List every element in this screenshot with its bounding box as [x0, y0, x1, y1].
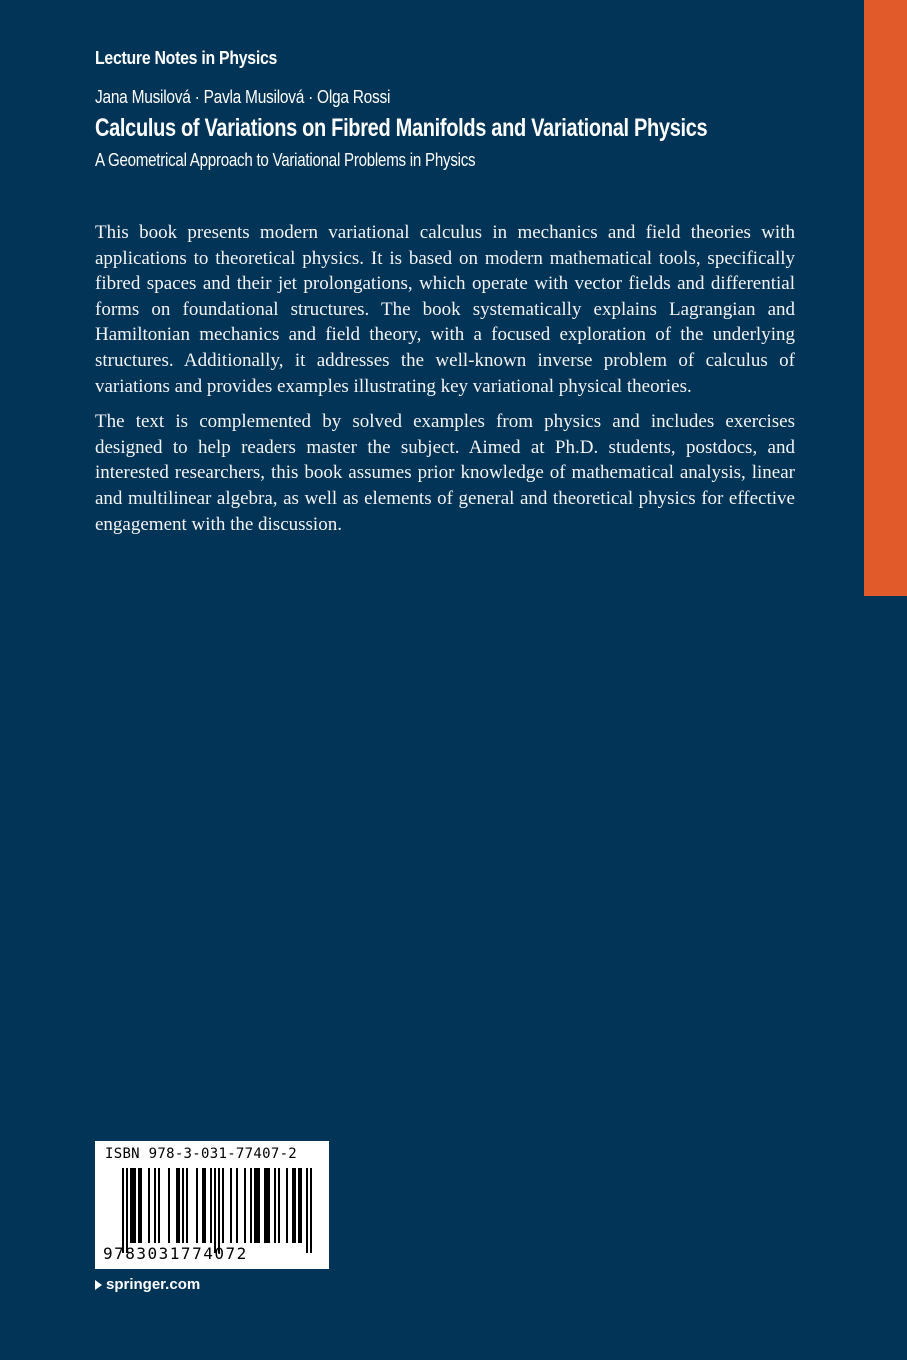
barcode-bar	[244, 1168, 246, 1243]
barcode-bar	[256, 1168, 258, 1243]
book-title: Calculus of Variations on Fibred Manifolds and Variational Physics	[95, 114, 708, 142]
barcode-bar	[130, 1168, 132, 1243]
barcode-bar	[300, 1168, 302, 1243]
barcode-bar	[236, 1168, 238, 1243]
barcode-bar	[230, 1168, 232, 1243]
accent-bar	[864, 0, 907, 596]
barcode-bar	[298, 1168, 300, 1243]
barcode-bar	[278, 1168, 280, 1243]
series-name: Lecture Notes in Physics	[95, 48, 278, 68]
barcode-bar	[126, 1168, 128, 1253]
barcode-bar	[222, 1168, 224, 1243]
barcode-bar	[176, 1168, 178, 1243]
barcode-bar	[268, 1168, 270, 1243]
blurb-paragraph: This book presents modern variational calculus in mechanics and field theories with applications to theoretical physics. It is based on modern mathematical tools, specifically fibred spaces and their jet prolongations, which operate with vector fields and differential forms on foundational structures. The book systematically explains Lagrangian and Hamiltonian mechanics and field theory, with a focused exploration of the underlying structures. Additionally, it addresses the well-known inverse problem of calculus of variations and provides examples illustrating key variational physical theories.	[95, 222, 795, 397]
barcode-bar	[306, 1168, 308, 1253]
barcode-bar	[286, 1168, 288, 1243]
barcode-bar	[266, 1168, 268, 1243]
barcode-bar	[154, 1168, 156, 1243]
barcode-bar	[134, 1168, 136, 1243]
barcode-bar	[186, 1168, 188, 1243]
ean-digits: 9783031774072	[103, 1244, 248, 1263]
barcode-bar	[196, 1168, 198, 1243]
barcode-bar	[204, 1168, 206, 1243]
barcode-bar	[182, 1168, 184, 1243]
barcode-bar	[138, 1168, 140, 1243]
barcode-bar	[168, 1168, 170, 1243]
barcode-bar	[310, 1168, 312, 1253]
barcode-bar	[202, 1168, 204, 1243]
barcode-bar	[122, 1168, 124, 1253]
blurb	[95, 220, 795, 547]
arrow-right-icon	[95, 1280, 102, 1290]
barcode-bar	[214, 1168, 216, 1253]
barcode-bar	[264, 1168, 266, 1243]
barcode-bar	[274, 1168, 276, 1243]
barcode	[95, 1141, 329, 1269]
barcode-bar	[178, 1168, 180, 1243]
barcode-bar	[218, 1168, 220, 1253]
book-subtitle: A Geometrical Approach to Variational Problems in Physics	[95, 150, 476, 170]
barcode-bar	[292, 1168, 294, 1243]
barcode-bar	[258, 1168, 260, 1243]
barcode-bar	[132, 1168, 134, 1243]
website-link[interactable]	[95, 1276, 200, 1293]
barcode-bar	[140, 1168, 142, 1243]
barcode-bar	[210, 1168, 212, 1243]
barcode-bar	[148, 1168, 150, 1243]
website-text: springer.com	[106, 1276, 201, 1293]
isbn-label: ISBN 978-3-031-77407-2	[105, 1146, 298, 1162]
barcode-bar	[158, 1168, 160, 1243]
blurb-paragraph: The text is complemented by solved examples from physics and includes exercises designed to help readers master the subject. Aimed at Ph.D. students, postdocs, and interested researchers, this book assumes prior knowledge of mathematical analysis, linear and multilinear algebra, as well as elements of general and theoretical physics for effective engagement with the discussion.	[95, 411, 795, 535]
barcode-bar	[254, 1168, 256, 1243]
authors: Jana Musilová · Pavla Musilová · Olga Rossi	[95, 87, 391, 107]
barcode-bar	[294, 1168, 296, 1243]
barcode-bar	[250, 1168, 252, 1243]
